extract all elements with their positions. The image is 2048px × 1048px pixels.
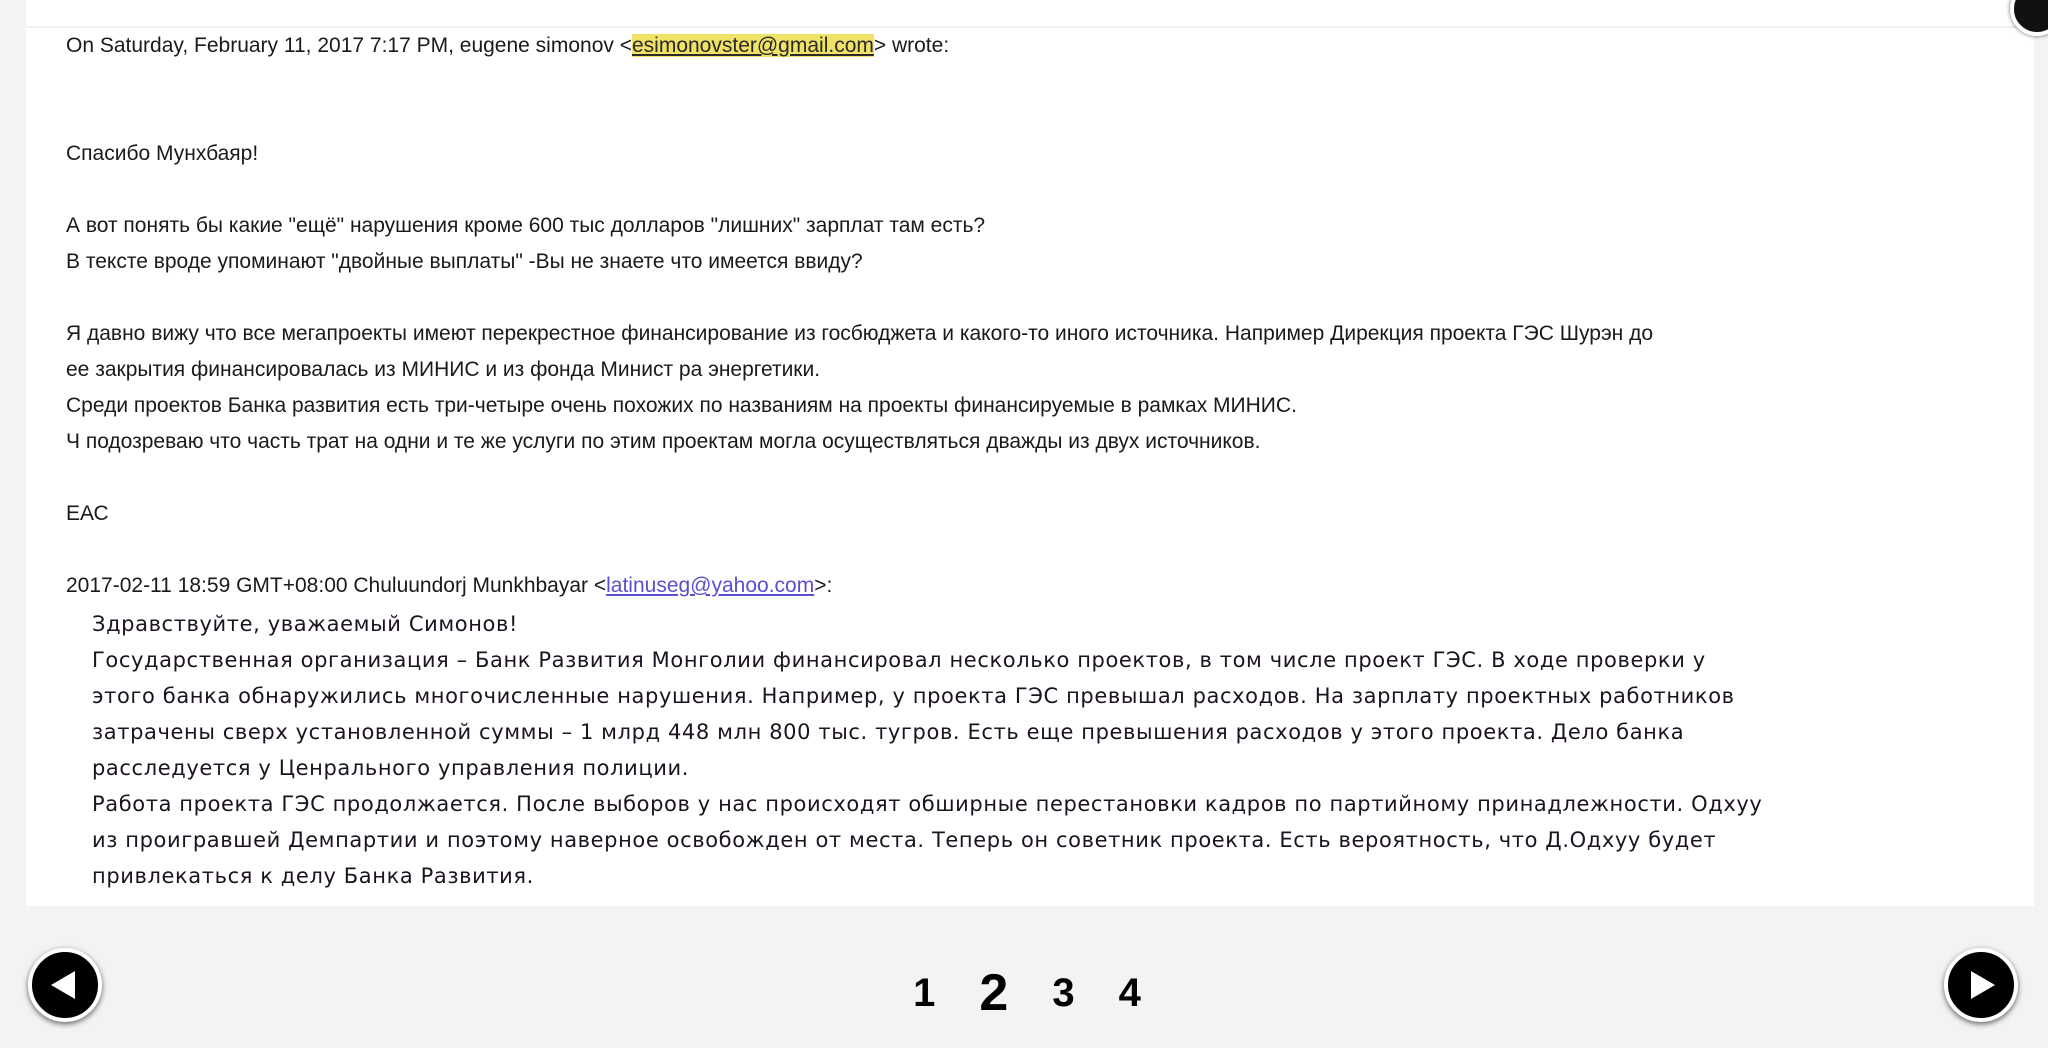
quoted-line: Государственная организация – Банк Развития Монголии финансировал несколько проектов, в том числе проект ГЭС. В ходе проверки у — [92, 648, 1706, 672]
close-button[interactable] — [2010, 0, 2048, 36]
page-1-link[interactable]: 1 — [913, 970, 936, 1015]
arrow-right-icon — [1961, 965, 2001, 1005]
signature: ЕАС — [66, 502, 109, 525]
para1-line1: А вот понять бы какие "ещё" нарушения кроме 600 тыс долларов "лишних" зарплат там есть? — [66, 214, 986, 237]
quoted-line: Здравствуйте, уважаемый Симонов! — [92, 612, 518, 636]
next-button[interactable] — [1944, 948, 2018, 1022]
para2-line1: Я давно вижу что все мегапроекты имеют перекрестное финансирование из госбюджета и какого-то иного источника. Например Дирекция проекта ГЭС Шурэн до — [66, 322, 1654, 345]
left-edge — [0, 0, 26, 1048]
quoted-line: расследуется у Ценрального управления полиции. — [92, 756, 690, 780]
quoted-line: Работа проекта ГЭС продолжается. После выборов у нас происходят обширные перестановки кадров по партийному принадлежности. Одхуу — [92, 792, 1763, 816]
quote-header — [66, 568, 1966, 604]
quoted-line: затрачены сверх установленной суммы – 1 млрд 448 млн 800 тыс. тугров. Есть еще превышения расходов у этого проекта. Дело банка — [92, 720, 1685, 744]
email-image-content — [66, 28, 1966, 894]
para2-line3: Среди проектов Банка развития есть три-четыре очень похожих по названиям на проекты финансируемые в рамках МИНИС. — [66, 394, 1297, 417]
quoted-line: этого банка обнаружились многочисленные нарушения. Например, у проекта ГЭС превышал расходов. На зарплату проектных работников — [92, 684, 1735, 708]
quote-header-prefix: 2017-02-11 18:59 GMT+08:00 Chuluundorj Munkhbayar < — [66, 574, 607, 597]
para2-line2: ее закрытия финансировалась из МИНИС и из фонда Минист ра энергетики. — [66, 358, 821, 381]
page-3-link[interactable]: 3 — [1052, 970, 1075, 1015]
quoted-line: из проигравшей Демпартии и поэтому наверное освобожден от места. Теперь он советник проекта. Есть вероятность, что Д.Одхуу будет — [92, 828, 1717, 852]
quoted-message — [92, 606, 1966, 894]
page-2-link[interactable]: 2 — [979, 964, 1009, 1022]
greeting: Спасибо Мунхбаяр! — [66, 142, 259, 165]
header-prefix: On Saturday, February 11, 2017 7:17 PM, eugene simonov < — [66, 34, 632, 57]
email-header — [66, 28, 1966, 64]
header-suffix: > wrote: — [873, 34, 950, 57]
para1-line2: В тексте вроде упоминают "двойные выплаты" -Вы не знаете что имеется ввиду? — [66, 250, 863, 273]
quote-email-link[interactable]: latinuseg@yahoo.com — [606, 574, 815, 597]
sender-email-link[interactable]: esimonovster@gmail.com — [631, 34, 874, 57]
quoted-line: привлекаться к делу Банка Развития. — [92, 864, 534, 888]
pagination — [0, 958, 2048, 1028]
quote-header-suffix: >: — [814, 574, 833, 597]
para2-line4: Ч подозреваю что часть трат на одни и те же услуги по этим проектам могла осуществляться дважды из двух источников. — [66, 430, 1261, 453]
right-edge — [2034, 0, 2048, 1048]
page-4-link[interactable]: 4 — [1118, 970, 1141, 1015]
